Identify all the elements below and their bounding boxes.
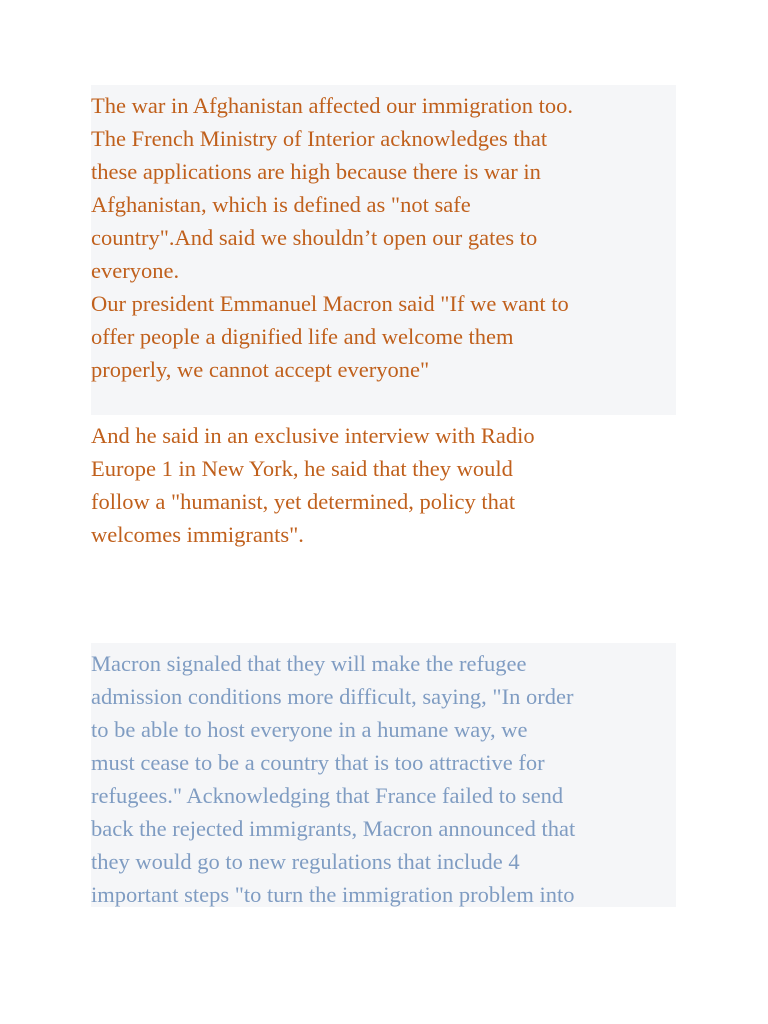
text-line: offer people a dignified life and welcome them: [91, 324, 514, 349]
paragraph-afghanistan-immigration: [91, 89, 676, 386]
text-line: Macron signaled that they will make the refugee: [91, 651, 527, 676]
text-line: Europe 1 in New York, he said that they would: [91, 456, 513, 481]
text-line: country".And said we shouldn’t open our gates to: [91, 225, 538, 250]
text-line: refugees." Acknowledging that France failed to send: [91, 783, 564, 808]
text-line: to be able to host everyone in a humane way, we: [91, 717, 528, 742]
text-line: Afghanistan, which is defined as "not safe: [91, 192, 471, 217]
paragraph-refugee-admission: [91, 647, 676, 911]
text-line: must cease to be a country that is too attractive for: [91, 750, 545, 775]
text-line: these applications are high because there is war in: [91, 159, 541, 184]
paragraph-block-interview: [91, 415, 676, 555]
text-line: welcomes immigrants".: [91, 522, 304, 547]
text-line: Our president Emmanuel Macron said "If we want to: [91, 291, 569, 316]
paragraph-block-afghanistan: [91, 85, 676, 415]
text-line: everyone.: [91, 258, 180, 283]
text-line: And he said in an exclusive interview with Radio: [91, 423, 535, 448]
text-line: The war in Afghanistan affected our immigration too.: [91, 93, 573, 118]
text-line: they would go to new regulations that include 4: [91, 849, 520, 874]
text-line: properly, we cannot accept everyone": [91, 357, 430, 382]
text-line: back the rejected immigrants, Macron announced that: [91, 816, 576, 841]
text-line: follow a "humanist, yet determined, policy that: [91, 489, 516, 514]
text-line: admission conditions more difficult, saying, "In order: [91, 684, 574, 709]
paragraph-radio-interview: [91, 419, 676, 551]
paragraph-block-macron: [91, 643, 676, 907]
text-line: The French Ministry of Interior acknowledges that: [91, 126, 548, 151]
text-line: important steps "to turn the immigration problem into: [91, 882, 575, 907]
